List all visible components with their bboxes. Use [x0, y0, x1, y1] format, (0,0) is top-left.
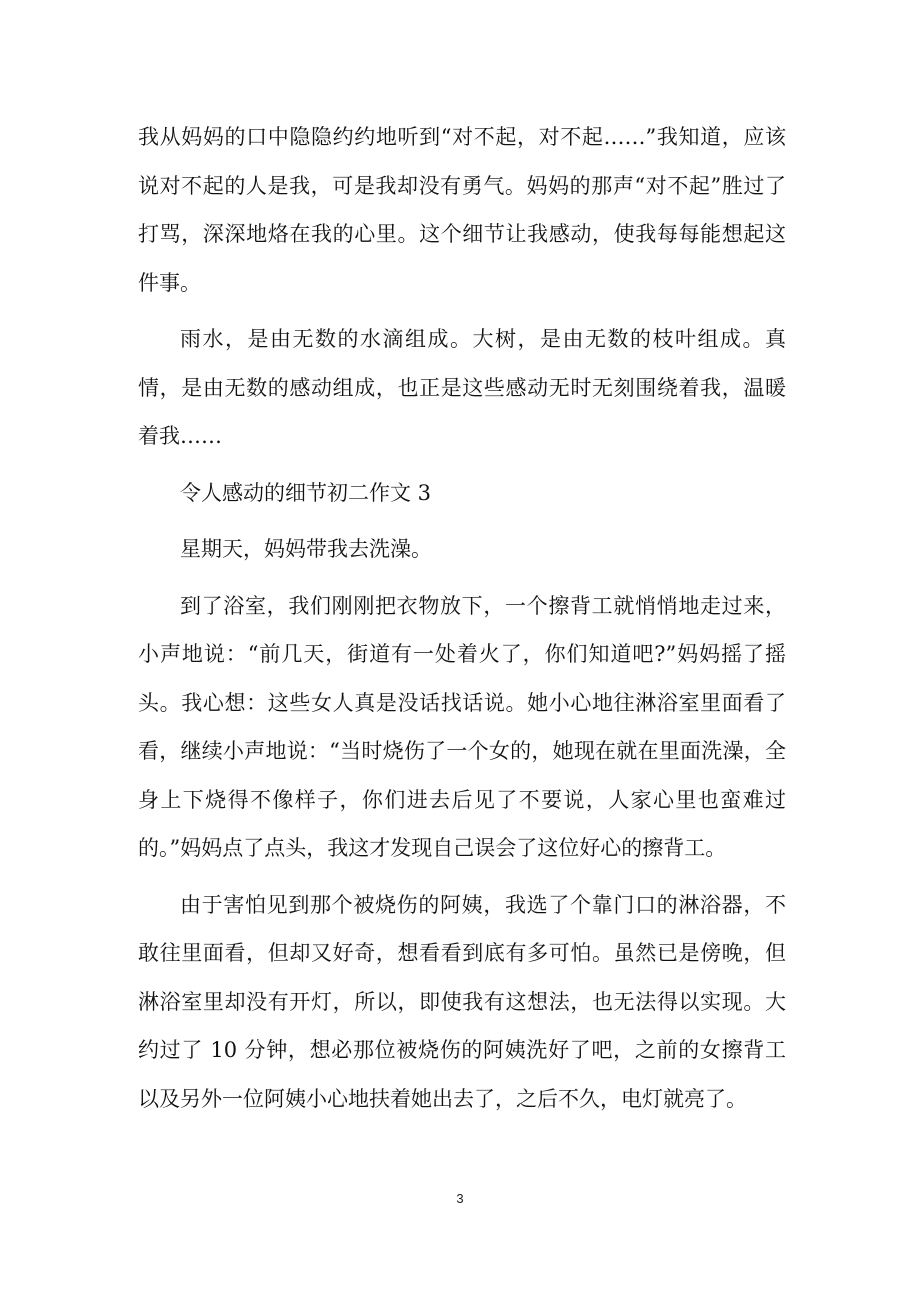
paragraph-shower: 由于害怕见到那个被烧伤的阿姨，我选了个靠门口的淋浴器，不敢往里面看，但却又好奇，想看看到底有多可怕。虽然已是傍晚，但淋浴室里却没有开灯，所以，即使我有这想法，也无法得以实现。大约过了 10 分钟，想必那位被烧伤的阿姨洗好了吧，之前的女擦背工以及另外一位阿姨小心地扶着她出去了，之后不久，电灯就亮了。 — [138, 892, 786, 1111]
document-body — [138, 113, 786, 1123]
paragraph-rain-and-trees: 雨水，是由无数的水滴组成。大树，是由无数的枝叶组成。真情，是由无数的感动组成，也正是这些感动无时无刻围绕着我，温暖着我…… — [138, 327, 786, 448]
paragraph-sunday: 星期天，妈妈带我去洗澡。 — [180, 537, 432, 561]
paragraph-apology: 我从妈妈的口中隐隐约约地听到“对不起，对不起……”我知道，应该说对不起的人是我，可是我却没有勇气。妈妈的那声“对不起”胜过了打骂，深深地烙在我的心里。这个细节让我感动，使我每每能想起这件事。 — [138, 125, 786, 295]
page-number: 3 — [456, 1191, 464, 1206]
paragraph-bathhouse: 到了浴室，我们刚刚把衣物放下，一个擦背工就悄悄地走过来，小声地说：“前几天，街道有一处着火了，你们知道吧?”妈妈摇了摇头。我心想：这些女人真是没话找话说。她小心地往淋浴室里面看了看，继续小声地说：“当时烧伤了一个女的，她现在就在里面洗澡，全身上下烧得不像样子，你们进去后见了不要说，人家心里也蛮难过的。”妈妈点了点头，我这才发现自己误会了这位好心的擦背工。 — [138, 593, 786, 860]
essay-heading: 令人感动的细节初二作文 3 — [180, 480, 432, 505]
